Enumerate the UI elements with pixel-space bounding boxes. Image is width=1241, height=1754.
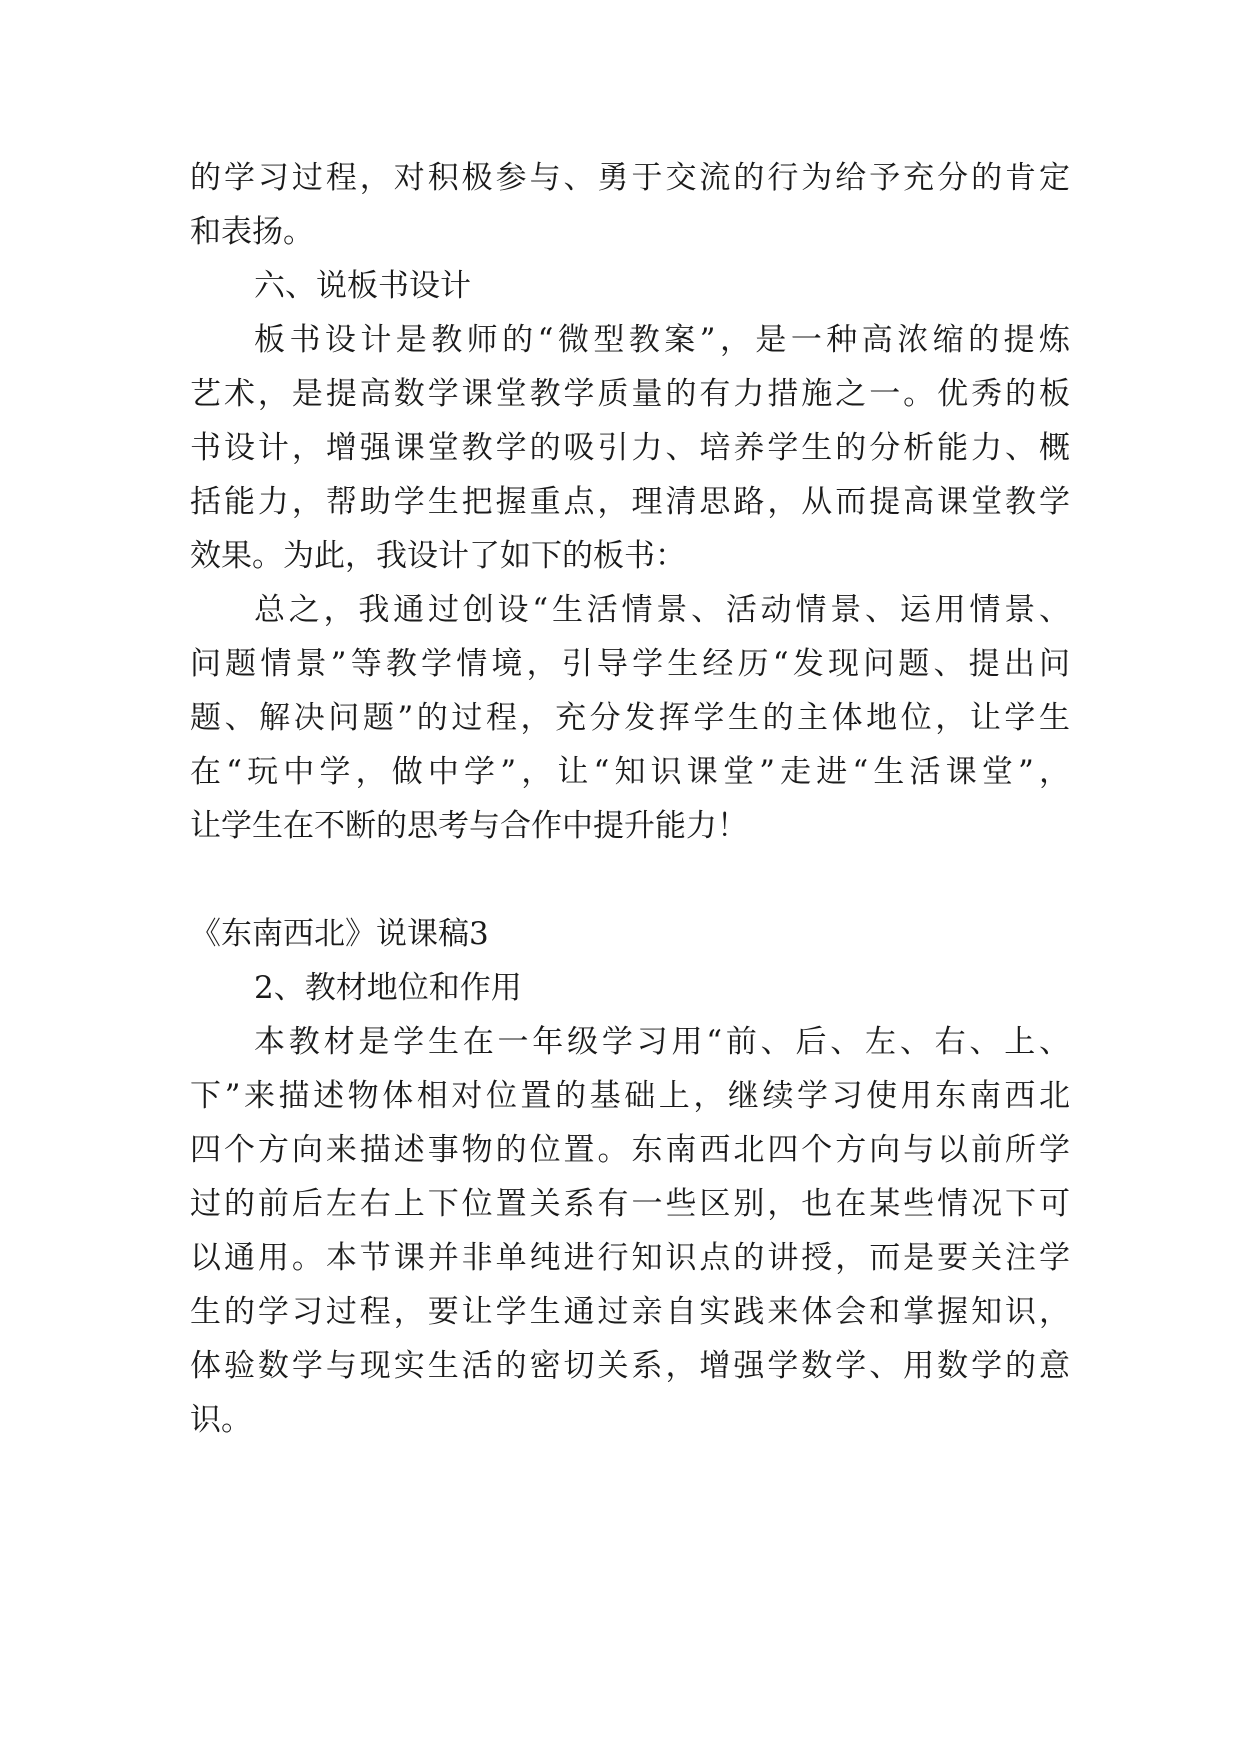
text-line: 的学习过程，对积极参与、勇于交流的行为给予充分的肯定 (190, 160, 1070, 196)
text-line: 让学生在不断的思考与合作中提升能力！ (190, 808, 748, 844)
text-line: 在“玩中学，做中学”，让“知识课堂”走进“生活课堂”， (190, 754, 1070, 790)
text-line: 问题情景”等教学情境，引导学生经历“发现问题、提出问 (190, 646, 1070, 682)
text-line: 效果。为此，我设计了如下的板书： (190, 538, 686, 574)
text-line: 下”来描述物体相对位置的基础上，继续学习使用东南西北 (190, 1078, 1070, 1114)
text-line: 以通用。本节课并非单纯进行知识点的讲授，而是要关注学 (190, 1240, 1070, 1276)
text-line: 生的学习过程，要让学生通过亲自实践来体会和掌握知识， (190, 1294, 1070, 1330)
text-line: 体验数学与现实生活的密切关系，增强学数学、用数学的意 (190, 1348, 1070, 1384)
text-line: 题、解决问题”的过程，充分发挥学生的主体地位，让学生 (190, 700, 1070, 736)
text-line: 过的前后左右上下位置关系有一些区别，也在某些情况下可 (190, 1186, 1070, 1222)
text-line: 艺术，是提高数学课堂教学质量的有力措施之一。优秀的板 (190, 376, 1070, 412)
text-line: 本教材是学生在一年级学习用“前、后、左、右、上、 (254, 1024, 1070, 1060)
text-line: 总之，我通过创设“生活情景、活动情景、运用情景、 (254, 592, 1070, 628)
text-line: 板书设计是教师的“微型教案”，是一种高浓缩的提炼 (254, 322, 1070, 358)
text-line: 书设计，增强课堂教学的吸引力、培养学生的分析能力、概 (190, 430, 1070, 466)
text-line: 和表扬。 (190, 214, 314, 250)
section-heading: 2、教材地位和作用 (254, 970, 522, 1006)
text-line: 括能力，帮助学生把握重点，理清思路，从而提高课堂教学 (190, 484, 1070, 520)
text-line: 四个方向来描述事物的位置。东南西北四个方向与以前所学 (190, 1132, 1070, 1168)
text-line: 识。 (190, 1402, 252, 1438)
section-heading: 六、说板书设计 (254, 268, 471, 304)
document-title: 《东南西北》说课稿3 (190, 916, 489, 952)
